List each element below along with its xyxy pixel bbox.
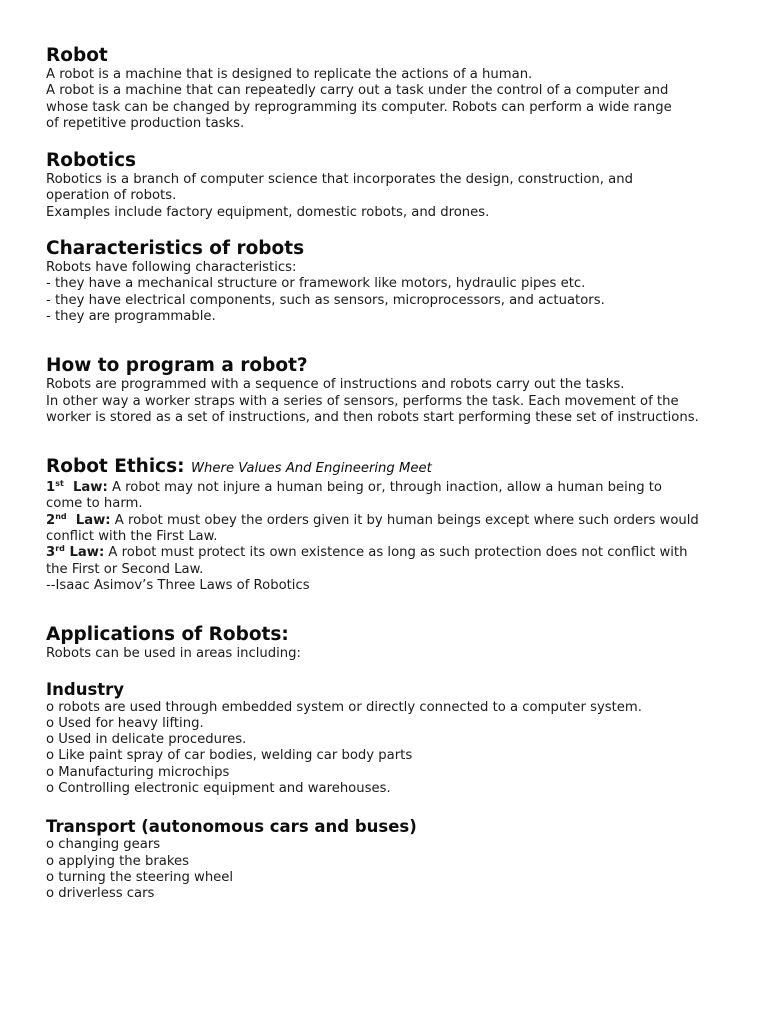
law-2-continued: conflict with the First Law. <box>46 529 218 545</box>
list-item: o Manufacturing microchips <box>46 764 230 780</box>
list-item: o Like paint spray of car bodies, welding car body parts <box>46 748 413 764</box>
law-2-number: 2nd Law: <box>46 511 111 528</box>
paragraph-line: of repetitive production tasks. <box>46 115 245 131</box>
list-item: - they have a mechanical structure or framework like motors, hydraulic pipes etc. <box>46 276 586 292</box>
heading-characteristics: Characteristics of robots <box>46 238 305 260</box>
heading-robot-ethics-subtitle: Where Values And Engineering Meet <box>191 461 432 477</box>
list-item: o changing gears <box>46 837 161 853</box>
section-characteristics <box>46 238 736 325</box>
list-item: - they are programmable. <box>46 308 216 324</box>
section-how-to-program <box>46 355 736 426</box>
paragraph-line: Robots have following characteristics: <box>46 260 297 276</box>
section-industry <box>46 680 736 798</box>
heading-robot-ethics-title: Robot Ethics: <box>46 456 185 478</box>
heading-applications: Applications of Robots: <box>46 624 289 646</box>
list-item: o Used in delicate procedures. <box>46 732 247 748</box>
list-item: - they have electrical components, such as sensors, microprocessors, and actuators. <box>46 292 605 308</box>
heading-robot-ethics <box>46 456 736 480</box>
law-3-text: A robot must protect its own existence as long as such protection does not conflict with <box>108 545 688 561</box>
paragraph-line: A robot is a machine that can repeatedly carry out a task under the control of a computer and <box>46 83 669 99</box>
law-2 <box>46 513 736 529</box>
law-3-number: 3rd Law: <box>46 544 105 561</box>
paragraph-line: A robot is a machine that is designed to replicate the actions of a human. <box>46 67 533 82</box>
paragraph-line: operation of robots. <box>46 188 177 204</box>
list-item: o Used for heavy lifting. <box>46 715 204 731</box>
list-item: o Controlling electronic equipment and warehouses. <box>46 781 391 797</box>
law-1-number: 1st Law: <box>46 479 108 496</box>
law-3-continued: the First or Second Law. <box>46 561 204 577</box>
paragraph-line: Robotics is a branch of computer science that incorporates the design, construction, and <box>46 172 633 188</box>
heading-robotics: Robotics <box>46 150 137 172</box>
section-robotics <box>46 150 736 221</box>
section-transport <box>46 817 736 902</box>
law-2-text: A robot must obey the orders given it by human beings except where such orders would <box>114 512 699 528</box>
paragraph-line: In other way a worker straps with a series of sensors, performs the task. Each movement of the <box>46 393 679 409</box>
heading-robot: Robot <box>46 45 108 66</box>
section-robot <box>46 45 736 132</box>
list-item: o turning the steering wheel <box>46 869 234 885</box>
attribution: --Isaac Asimov’s Three Laws of Robotics <box>46 577 310 593</box>
heading-transport: Transport (autonomous cars and buses) <box>46 817 417 837</box>
paragraph-line: Robots are programmed with a sequence of instructions and robots carry out the tasks. <box>46 377 625 393</box>
list-item: o driverless cars <box>46 886 155 902</box>
paragraph-line: whose task can be changed by reprogramming its computer. Robots can perform a wide range <box>46 99 672 115</box>
document-page <box>46 45 736 903</box>
list-item: o applying the brakes <box>46 853 189 869</box>
law-1-continued: come to harm. <box>46 496 143 512</box>
law-1-text: A robot may not injure a human being or, through inaction, allow a human being to <box>111 480 662 496</box>
heading-industry: Industry <box>46 679 125 699</box>
paragraph-line: Robots can be used in areas including: <box>46 646 301 662</box>
section-robot-ethics <box>46 456 736 594</box>
section-applications <box>46 624 736 662</box>
law-3 <box>46 545 736 561</box>
law-1 <box>46 480 736 496</box>
paragraph-line: Examples include factory equipment, domestic robots, and drones. <box>46 204 490 220</box>
heading-how-to-program: How to program a robot? <box>46 355 308 377</box>
paragraph-line: worker is stored as a set of instructions, and then robots start performing these set of instructions. <box>46 409 699 425</box>
list-item: o robots are used through embedded system or directly connected to a computer system. <box>46 699 642 715</box>
